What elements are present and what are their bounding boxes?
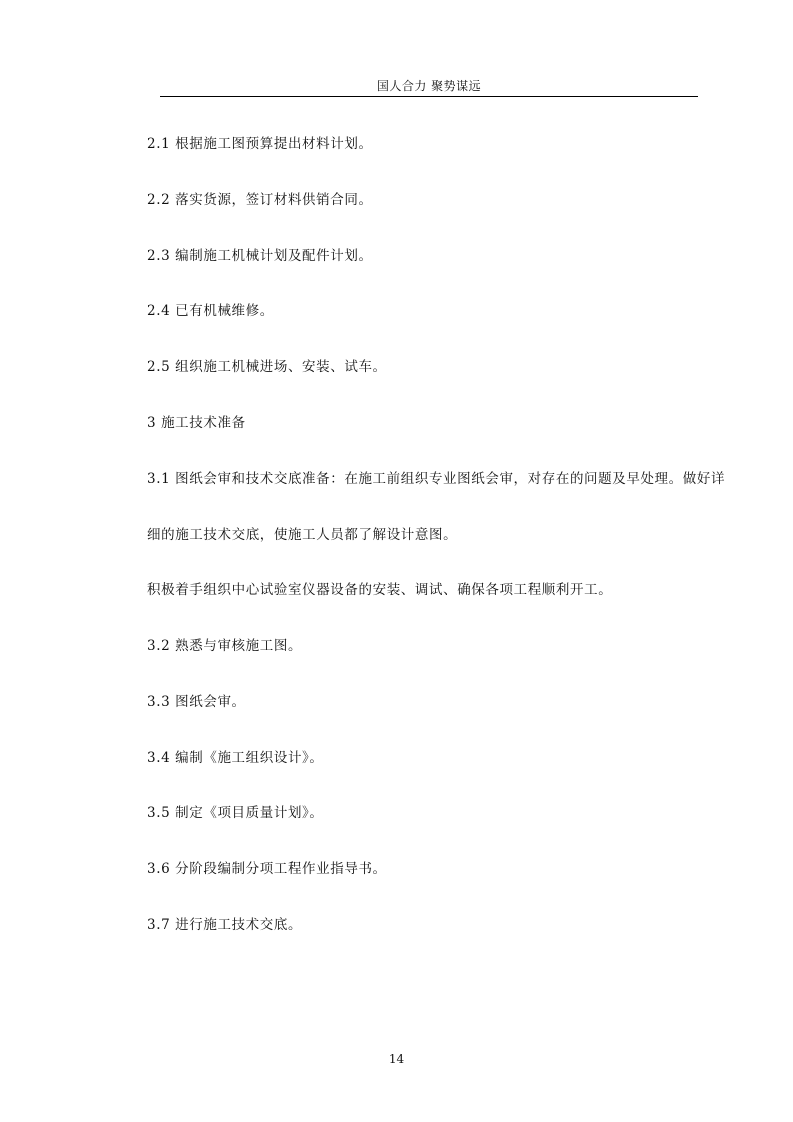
paragraph-3-4: 3.4 编制《施工组织设计》。 (147, 750, 324, 766)
section-heading-3: 3 施工技术准备 (147, 415, 246, 431)
header-divider (160, 96, 698, 97)
paragraph-3-1: 3.1 图纸会审和技术交底准备：在施工前组织专业图纸会审，对存在的问题及早处理。做好详 (147, 471, 726, 487)
paragraph-3-7: 3.7 进行施工技术交底。 (147, 917, 303, 933)
paragraph-3-5: 3.5 制定《项目质量计划》。 (147, 805, 324, 821)
paragraph-3-2: 3.2 熟悉与审核施工图。 (147, 638, 303, 654)
paragraph-2-1: 2.1 根据施工图预算提出材料计划。 (147, 136, 373, 152)
paragraph-3-3: 3.3 图纸会审。 (147, 694, 246, 710)
paragraph-3-1-continued: 细的施工技术交底，使施工人员都了解设计意图。 (147, 527, 458, 543)
page-header: 国人合力 聚势谋远 (376, 79, 482, 93)
paragraph-2-4: 2.4 已有机械维修。 (147, 303, 274, 319)
page-number: 14 (388, 1052, 405, 1066)
paragraph-lab-setup: 积极着手组织中心试验室仪器设备的安装、调试、确保各项工程顺利开工。 (147, 582, 613, 598)
paragraph-2-2: 2.2 落实货源，签订材料供销合同。 (147, 192, 373, 208)
paragraph-2-5: 2.5 组织施工机械进场、安装、试车。 (147, 359, 387, 375)
paragraph-2-3: 2.3 编制施工机械计划及配件计划。 (147, 248, 373, 264)
paragraph-3-6: 3.6 分阶段编制分项工程作业指导书。 (147, 861, 387, 877)
